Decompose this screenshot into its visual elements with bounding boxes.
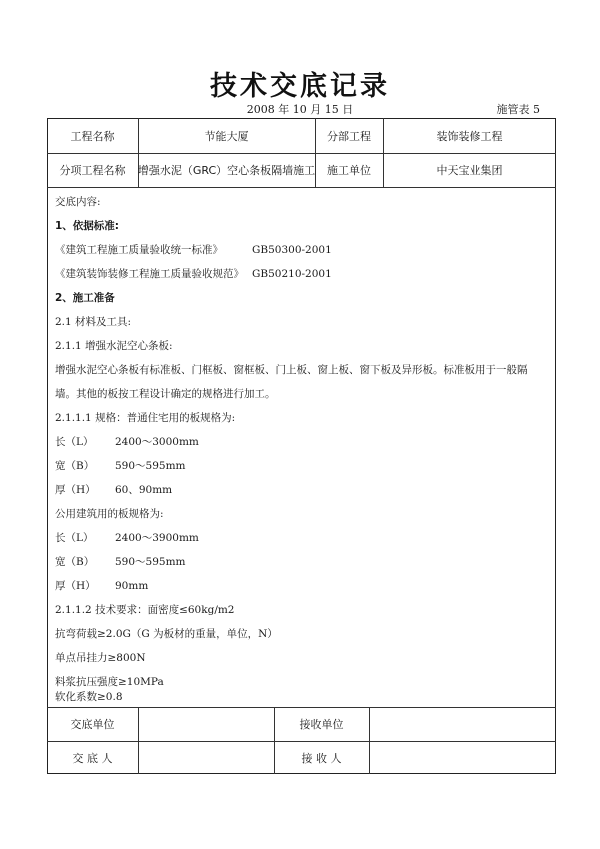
issuer-unit-label: 交底单位 <box>70 718 115 731</box>
project-name-value: 节能大厦 <box>204 129 249 143</box>
content-label: 交底内容: <box>55 196 101 208</box>
document-title: 技术交底记录 <box>210 71 390 102</box>
receiver-unit-field[interactable] <box>369 707 556 741</box>
subitem-label: 分项工程名称 <box>59 164 126 177</box>
spec-row <box>55 531 199 545</box>
spec-label: 厚（H） <box>55 580 96 592</box>
spec-value: 2400～3900mm <box>115 532 199 544</box>
spec-label: 厚（H） <box>55 484 96 496</box>
standard-name: 《建筑装饰装修工程施工质量验收规范》 <box>55 268 244 280</box>
spec-label: 长（L） <box>55 532 94 544</box>
clause: 公用建筑用的板规格为: <box>55 508 164 520</box>
clause: 2.1.1.2 技术要求：面密度≤60kg/m2 <box>55 604 235 616</box>
requirement: 单点吊挂力≥800N <box>55 652 146 664</box>
clause: 2.1.1.1 规格：普通住宅用的板规格为: <box>55 412 236 424</box>
issuer-person-label: 交 底 人 <box>72 751 113 765</box>
standard-item <box>55 267 332 281</box>
spec-value: 2400～3000mm <box>115 436 199 448</box>
standard-item <box>55 243 332 257</box>
spec-label: 宽（B） <box>55 556 95 568</box>
receiver-unit-label: 接收单位 <box>299 718 344 731</box>
contractor-label: 施工单位 <box>327 164 371 177</box>
division-label: 分部工程 <box>327 129 371 143</box>
spec-value: 60、90mm <box>115 484 173 496</box>
spec-value: 90mm <box>115 580 149 592</box>
requirement: 料浆抗压强度≥10MPa <box>55 676 164 688</box>
standard-code: GB50210-2001 <box>252 268 332 280</box>
spec-row <box>55 555 186 569</box>
form-number: 施管表 5 <box>496 103 540 116</box>
division-value: 装饰装修工程 <box>436 129 503 143</box>
requirement: 抗弯荷载≥2.0G（G 为板材的重量，单位，N） <box>55 628 278 640</box>
spec-value: 590～595mm <box>115 460 186 472</box>
clause: 2.1.1 增强水泥空心条板: <box>55 340 173 352</box>
spec-row <box>55 435 199 449</box>
spec-label: 宽（B） <box>55 460 95 472</box>
requirement: 软化系数≥0.8 <box>55 691 123 703</box>
standard-code: GB50300-2001 <box>252 244 332 256</box>
paragraph-line: 墙。其他的板按工程设计确定的规格进行加工。 <box>55 388 276 400</box>
issuer-unit-field[interactable] <box>138 707 274 741</box>
paragraph-line: 增强水泥空心条板有标准板、门框板、窗框板、门上板、窗上板、窗下板及异形板。标准板用于一般隔 <box>55 364 528 376</box>
standard-name: 《建筑工程施工质量验收统一标准》 <box>55 244 223 256</box>
receiver-person-field[interactable] <box>369 741 556 774</box>
subitem-value: 增强水泥（GRC）空心条板隔墙施工 <box>137 164 316 177</box>
section-heading: 1、依据标准: <box>55 220 120 232</box>
record-date: 2008 年 10 月 15 日 <box>246 103 354 116</box>
spec-label: 长（L） <box>55 436 94 448</box>
receiver-person-label: 接 收 人 <box>301 751 342 765</box>
row-divider <box>47 187 556 188</box>
contractor-value: 中天宝业集团 <box>436 164 503 177</box>
project-name-label: 工程名称 <box>70 129 115 143</box>
spec-row <box>55 579 149 593</box>
spec-row <box>55 459 186 473</box>
spec-row <box>55 483 173 497</box>
clause: 2.1 材料及工具: <box>55 316 132 328</box>
spec-value: 590～595mm <box>115 556 186 568</box>
issuer-person-field[interactable] <box>138 741 274 774</box>
section-heading: 2、施工准备 <box>55 292 115 304</box>
